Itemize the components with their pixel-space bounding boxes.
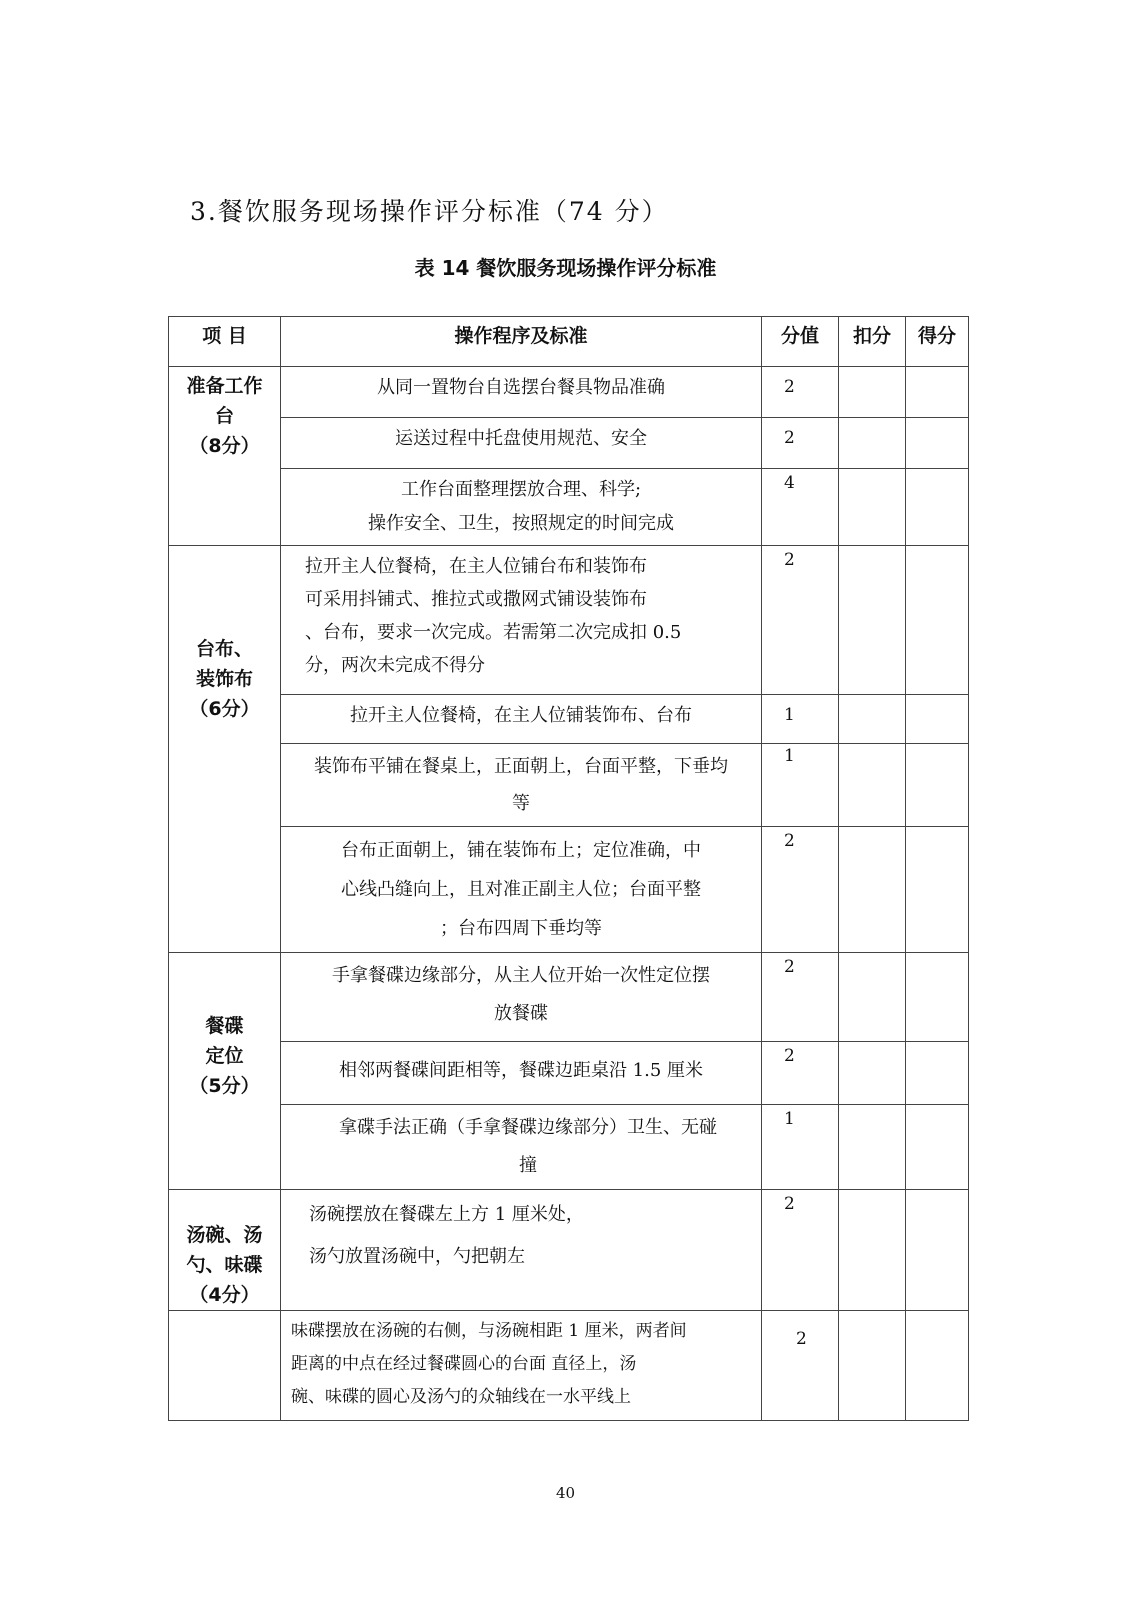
score-cell: 2 bbox=[762, 953, 839, 1042]
procedure-cell: 拉开主人位餐椅，在主人位铺装饰布、台布 bbox=[281, 695, 762, 744]
header-score: 分值 bbox=[762, 317, 839, 367]
score-cell: 1 bbox=[762, 1105, 839, 1190]
table-row bbox=[169, 418, 969, 469]
item-cell: 餐碟 定位 （5分） bbox=[169, 953, 281, 1190]
score-cell: 2 bbox=[762, 827, 839, 953]
procedure-cell: 拉开主人位餐椅，在主人位铺台布和装饰布 可采用抖铺式、推拉式或撒网式铺设装饰布 、台布，要求一次完成。若需第二次完成扣 0.5 分，两次未完成不得分 bbox=[281, 546, 762, 695]
deduct-cell[interactable] bbox=[839, 546, 906, 695]
deduct-cell[interactable] bbox=[839, 469, 906, 546]
score-cell: 1 bbox=[762, 695, 839, 744]
header-item: 项 目 bbox=[169, 317, 281, 367]
score-cell: 1 bbox=[762, 744, 839, 827]
table-row bbox=[169, 1105, 969, 1190]
table-caption: 表 14 餐饮服务现场操作评分标准 bbox=[414, 256, 717, 280]
table-row bbox=[169, 953, 969, 1042]
table-row bbox=[169, 1042, 969, 1105]
table-row bbox=[169, 469, 969, 546]
earned-cell[interactable] bbox=[906, 827, 969, 953]
table-row bbox=[169, 1311, 969, 1421]
item-cell: 准备工作 台 （8分） bbox=[169, 367, 281, 546]
score-cell: 2 bbox=[762, 1042, 839, 1105]
page-number: 40 bbox=[555, 1484, 576, 1502]
deduct-cell[interactable] bbox=[839, 744, 906, 827]
table-row bbox=[169, 744, 969, 827]
procedure-cell: 运送过程中托盘使用规范、安全 bbox=[281, 418, 762, 469]
deduct-cell[interactable] bbox=[839, 695, 906, 744]
score-cell: 2 bbox=[762, 418, 839, 469]
table-row bbox=[169, 827, 969, 953]
earned-cell[interactable] bbox=[906, 418, 969, 469]
earned-cell[interactable] bbox=[906, 1105, 969, 1190]
item-cell bbox=[169, 1311, 281, 1421]
earned-cell[interactable] bbox=[906, 953, 969, 1042]
section-heading: 3.餐饮服务现场操作评分标准（74 分） bbox=[190, 197, 669, 226]
deduct-cell[interactable] bbox=[839, 418, 906, 469]
procedure-cell: 台布正面朝上，铺在装饰布上；定位准确，中 心线凸缝向上，且对准正副主人位；台面平整 ；台布四周下垂均等 bbox=[281, 827, 762, 953]
procedure-cell: 从同一置物台自选摆台餐具物品准确 bbox=[281, 367, 762, 418]
earned-cell[interactable] bbox=[906, 469, 969, 546]
item-cell: 台布、 装饰布 （6分） bbox=[169, 546, 281, 953]
deduct-cell[interactable] bbox=[839, 1105, 906, 1190]
score-cell: 4 bbox=[762, 469, 839, 546]
procedure-cell: 装饰布平铺在餐桌上，正面朝上，台面平整，下垂均 等 bbox=[281, 744, 762, 827]
table-row bbox=[169, 367, 969, 418]
earned-cell[interactable] bbox=[906, 744, 969, 827]
deduct-cell[interactable] bbox=[839, 827, 906, 953]
earned-cell[interactable] bbox=[906, 546, 969, 695]
score-cell: 2 bbox=[762, 1190, 839, 1311]
earned-cell[interactable] bbox=[906, 1042, 969, 1105]
earned-cell[interactable] bbox=[906, 695, 969, 744]
scoring-table bbox=[168, 316, 969, 1421]
item-cell: 汤碗、汤 勺、味碟 （4分） bbox=[169, 1190, 281, 1311]
header-earned: 得分 bbox=[906, 317, 969, 367]
earned-cell[interactable] bbox=[906, 1190, 969, 1311]
procedure-cell: 相邻两餐碟间距相等，餐碟边距桌沿 1.5 厘米 bbox=[281, 1042, 762, 1105]
table-row bbox=[169, 1190, 969, 1311]
earned-cell[interactable] bbox=[906, 1311, 969, 1421]
procedure-cell: 手拿餐碟边缘部分，从主人位开始一次性定位摆 放餐碟 bbox=[281, 953, 762, 1042]
header-deduct: 扣分 bbox=[839, 317, 906, 367]
score-cell: 2 bbox=[762, 1311, 839, 1421]
table-row bbox=[169, 546, 969, 695]
procedure-cell: 味碟摆放在汤碗的右侧，与汤碗相距 1 厘米，两者间 距离的中点在经过餐碟圆心的台面 直径上，汤 碗、味碟的圆心及汤勺的众轴线在一水平线上 bbox=[281, 1311, 762, 1421]
deduct-cell[interactable] bbox=[839, 1190, 906, 1311]
score-cell: 2 bbox=[762, 546, 839, 695]
score-cell: 2 bbox=[762, 367, 839, 418]
table-header-row bbox=[169, 317, 969, 367]
procedure-cell: 工作台面整理摆放合理、科学; 操作安全、卫生，按照规定的时间完成 bbox=[281, 469, 762, 546]
deduct-cell[interactable] bbox=[839, 367, 906, 418]
procedure-cell: 汤碗摆放在餐碟左上方 1 厘米处， 汤勺放置汤碗中，勺把朝左 bbox=[281, 1190, 762, 1311]
deduct-cell[interactable] bbox=[839, 1311, 906, 1421]
procedure-cell: 拿碟手法正确（手拿餐碟边缘部分）卫生、无碰 撞 bbox=[281, 1105, 762, 1190]
table-row bbox=[169, 695, 969, 744]
earned-cell[interactable] bbox=[906, 367, 969, 418]
header-procedure: 操作程序及标准 bbox=[281, 317, 762, 367]
deduct-cell[interactable] bbox=[839, 953, 906, 1042]
deduct-cell[interactable] bbox=[839, 1042, 906, 1105]
